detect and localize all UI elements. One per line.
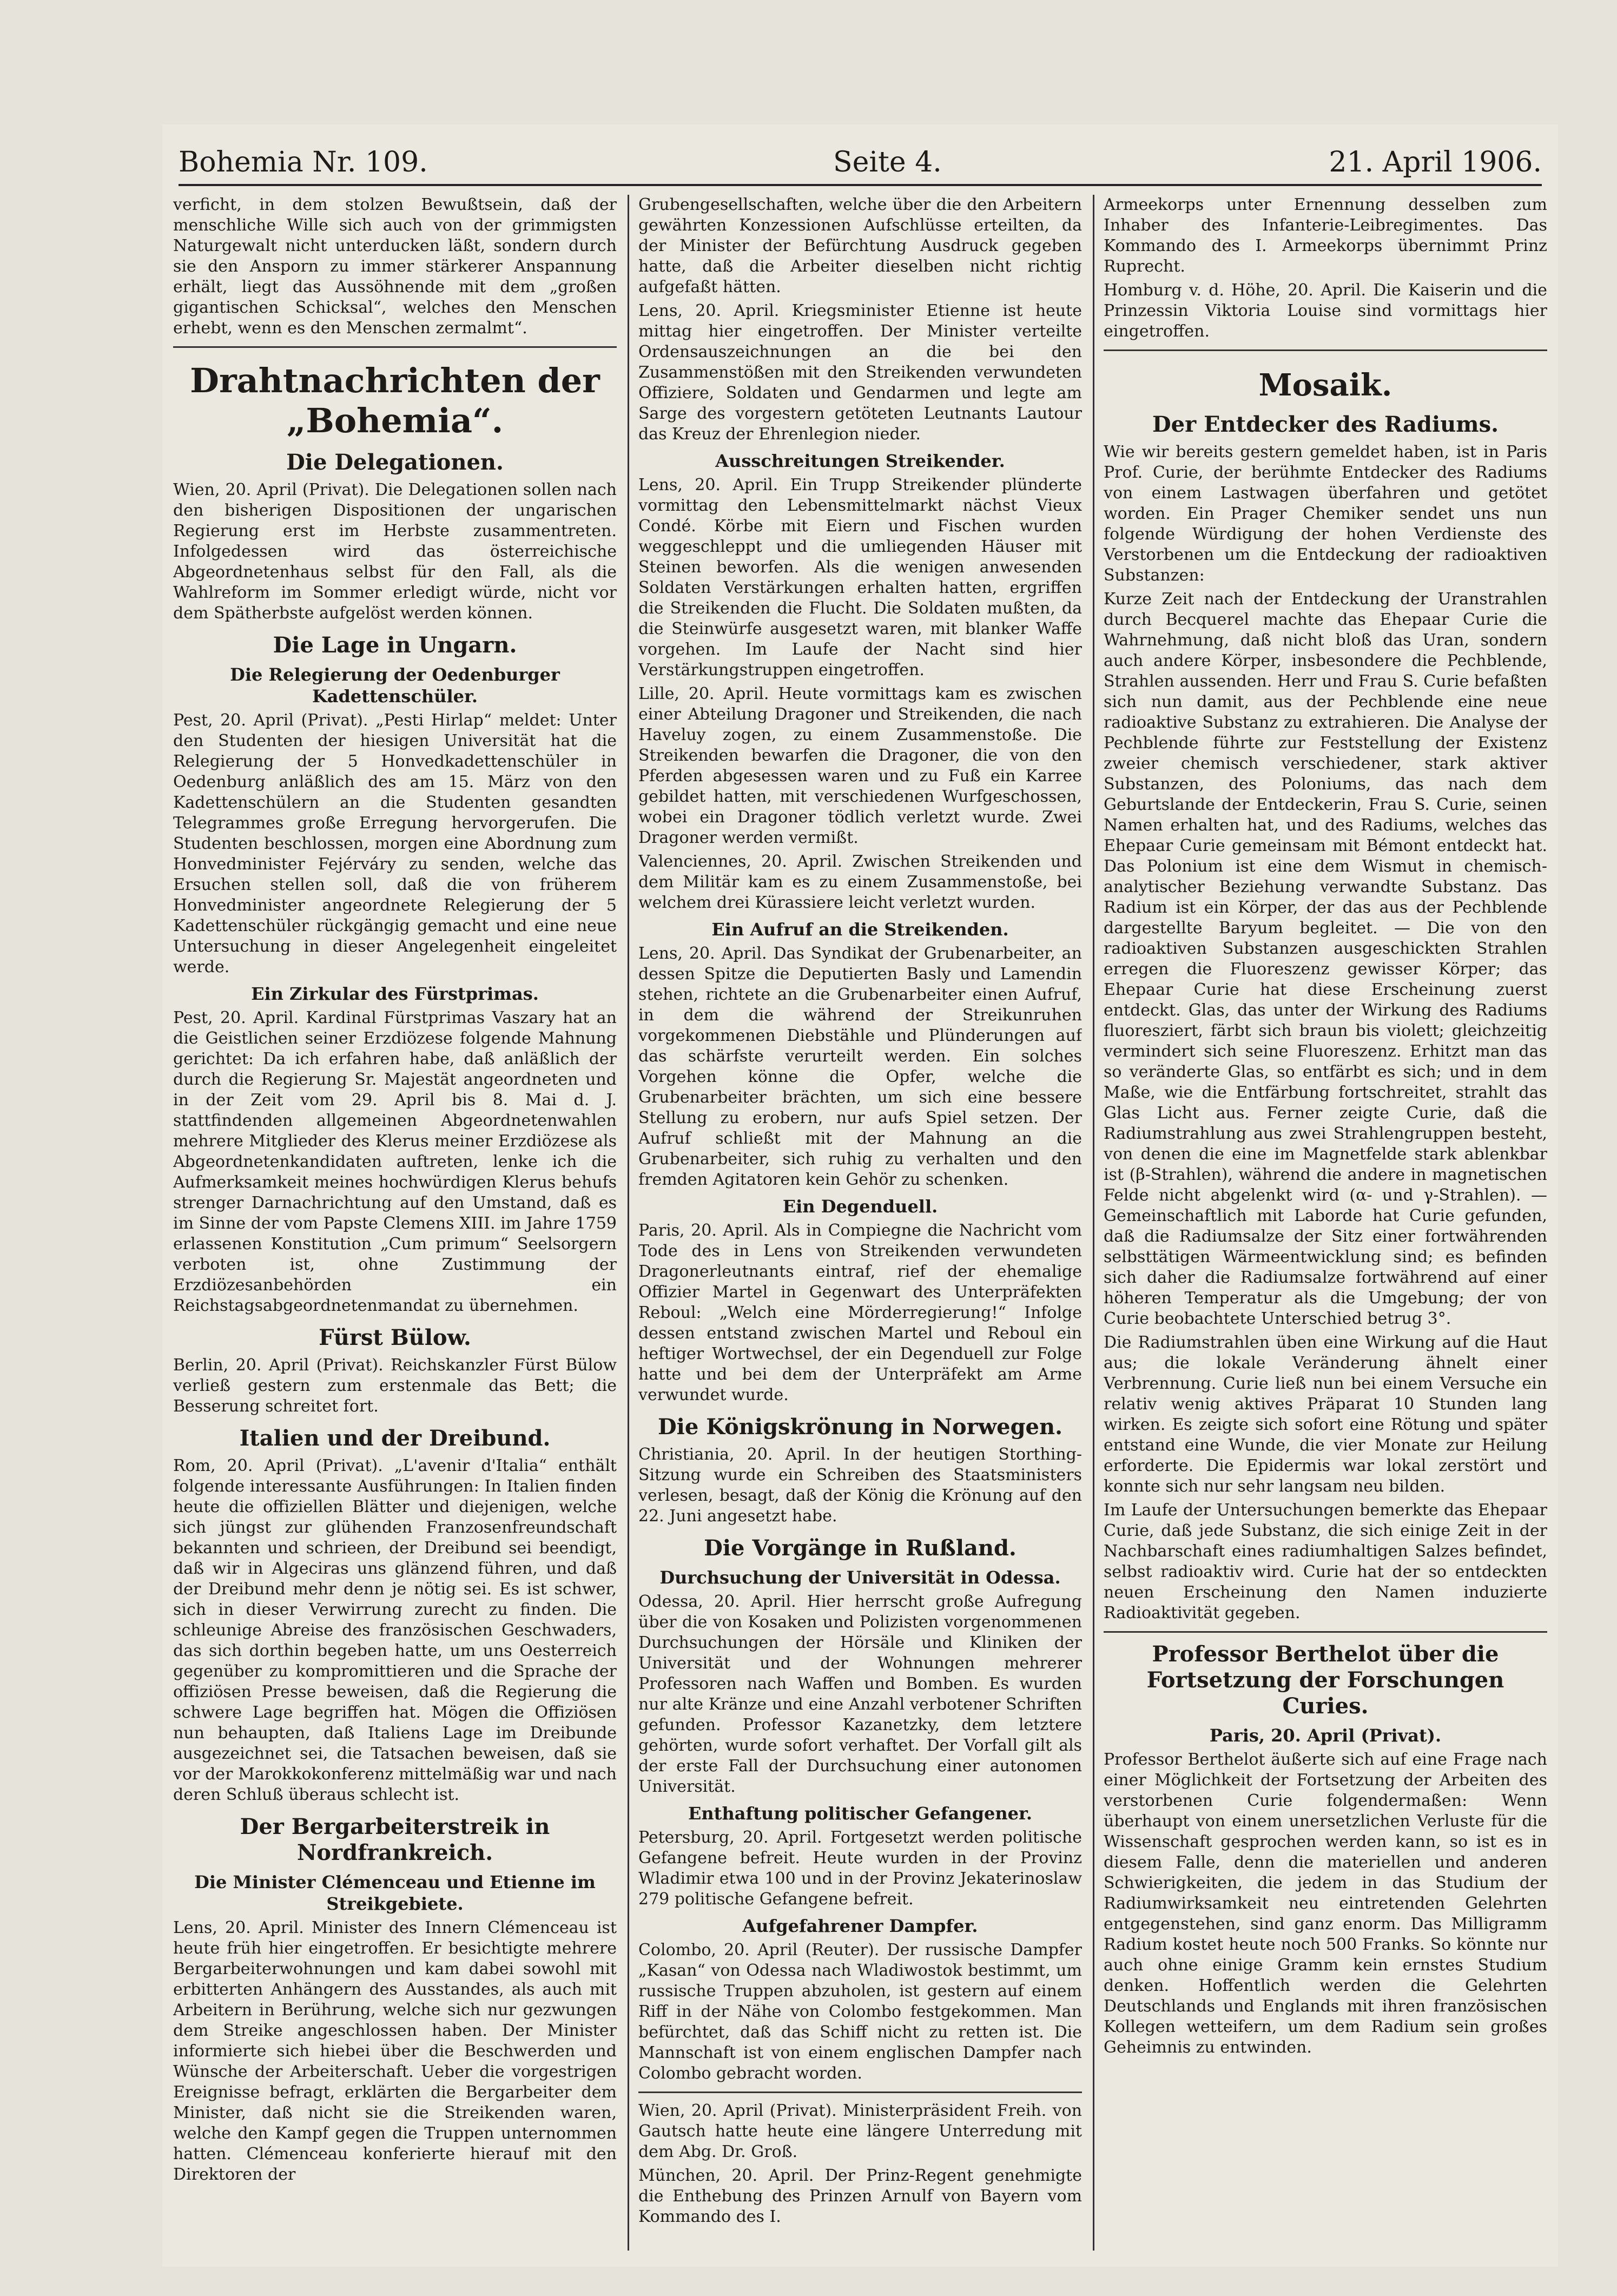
article-subheading: Enthaftung politischer Gefangener.: [688, 1803, 1032, 1824]
section-rule: [1104, 1631, 1547, 1633]
paragraph: Professor Berthelot äußerte sich auf eine Frage nach einer Möglichkeit der Fortsetzung der Arbeiten des verstorbenen Curie folgendermaßen: Wenn überhaupt von einem unersetzlichen Verluste für die Wissenschaft gesprochen werden kann, so ist es in diesem Falle, denn die materiellen und anderen Schwierigkeiten, die jedem in das Studium der Radiumwirksamkeit neu eintretenden Gelehrten entgegenstehen, sind ganz enorm. Das Milligramm Radium kostet heute noch 500 Franks. So könnte nur auch ohne einige Gramm kein ernstes Studium denken. Hoffentlich werden die Gelehrten Deutschlands und Englands mit ihren französischen Kollegen wetteifern, um dem Radium sein großes Geheimnis zu entwinden.: [1104, 1750, 1547, 2057]
paragraph: Pest, 20. April (Privat). „Pesti Hirlap“ meldet: Unter den Studenten der hiesigen Universität hat die Relegierung der 5 Honvedkadettenschüler in Oedenburg anläßlich des am 15. März von den Kadettenschülern an die Studenten gesandten Telegrammes große Erregung hervorgerufen. Die Studenten beschlossen, morgen eine Abordnung zum Honvedminister Fejérváry zu senden, welche das Ersuchen stellen soll, daß die von früherem Honvedminister angeordnete Relegierung der 5 Kadettenschüler rückgängig gemacht und eine neue Untersuchung in dieser Angelegenheit eingeleitet werde.: [173, 711, 617, 977]
paragraph: Armeekorps unter Ernennung desselben zum Inhaber des Infanterie-Leibregimentes. Das Kommando des I. Armeekorps übernimmt Prinz Ruprecht.: [1104, 195, 1547, 276]
article-subheading: Durchsuchung der Universität in Odessa.: [659, 1567, 1061, 1588]
paragraph: Berlin, 20. April (Privat). Reichskanzler Fürst Bülow verließ gestern zum erstenmale das Bett; die Besserung schreitet fort.: [173, 1356, 617, 1416]
article-subheading: Ausschreitungen Streikender.: [715, 451, 1005, 471]
paragraph: Lens, 20. April. Ein Trupp Streikender plünderte vormittag den Lebensmittelmarkt nächst Vieux Condé. Körbe mit Eiern und Fischen wurden weggeschleppt und die umliegenden Häuser mit Steinen beworfen. Als die wenigen anwesenden Soldaten Verstärkungen erhalten hatten, ergriffen die Streikenden die Flucht. Die Soldaten mußten, da die Steinwürfe ausgesetzt waren, mit blanker Waffe vorgehen. Im Laufe der Nacht sind hier Verstärkungstruppen eingetroffen.: [638, 476, 1082, 679]
dateline: Paris, 20. April (Privat).: [1209, 1725, 1442, 1746]
paragraph: Kurze Zeit nach der Entdeckung der Uranstrahlen durch Becquerel machte das Ehepaar Curie die Wahrnehmung, daß nicht bloß das Uran, sondern auch andere Körper, insbesondere die Pechblende, Strahlen aussenden. Herr und Frau S. Curie befaßten sich nun damit, aus der Pechblende eine neue radioaktive Substanz zu extrahieren. Die Analyse der Pechblende führte zur Feststellung der Existenz zweier chemisch verschiedener, stark aktiver Substanzen, des Poloniums, das nach dem Geburtslande der Entdeckerin, Frau S. Curie, seinen Namen erhalten hat, und des Radiums, welches das Ehepaar Curie gemeinsam mit Bémont entdeckt hat. Das Polonium ist eine dem Wismut in chemisch-analytischer Beziehung verwandte Substanz. Das Radium ist ein Körper, der das aus der Pechblende dargestellte Baryum begleitet. — Die von den radioaktiven Substanzen ausgeschickten Strahlen erregen die Fluoreszenz gewisser Körper; das Ehepaar Curie hat diese Erscheinung zuerst entdeckt. Glas, das unter der Wirkung des Radiums fluoresziert, färbt sich braun bis violett; gleichzeitig vermindert sich seine Fluoreszenz. Erhitzt man das so veränderte Glas, so entfärbt es sich; und in dem Maße, wie die Entfärbung fortschreitet, strahlt das Glas Licht aus. Ferner zeigte Curie, daß die Radiumstrahlung aus zwei Strahlengruppen besteht, von denen die eine im Magnetfelde stark ablenkbar ist (β-Strahlen), während die andere in magnetischen Felde nicht abgelenkt wird (α- und γ-Strahlen). — Gemeinschaftlich mit Laborde hat Curie gefunden, daß die Radiumsalze der Sitz einer fortwährenden selbsttätigen Wärmeentwicklung sind; es befinden sich daher die Radiumsalze fortwährend auf einer höheren Temperatur als die Umgebung; der von Curie beobachtete Unterschied betrug 3°.: [1104, 590, 1547, 1328]
paragraph: verficht, in dem stolzen Bewußtsein, daß der menschliche Wille sich auch von der grimmigsten Naturgewalt nicht unterducken läßt, sondern durch sie den Ansporn zu immer stärkerer Anspannung erhält, liegt das Aussöhnende mit dem „großen gigantischen Schicksal“, welches den Menschen erhebt, wenn es den Menschen zermalmt“.: [173, 195, 617, 338]
paragraph: Im Laufe der Untersuchungen bemerkte das Ehepaar Curie, daß jede Substanz, die sich einige Zeit in der Nachbarschaft eines radiumhaltigen Salzes befindet, selbst radioaktiv wird. Curie hat der so entdeckten neuen Erscheinung den Namen induzierte Radioaktivität gegeben.: [1104, 1501, 1547, 1622]
paragraph: Odessa, 20. April. Hier herrscht große Aufregung über die von Kosaken und Polizisten vorgenommenen Durchsuchungen der Hörsäle und Kliniken der Universität und der Wohnungen mehrerer Professoren nach Waffen und Bomben. Es wurden nur alte Kränze und eine Anzahl verbotener Schriften gefunden. Professor Kazanetzky, dem letztere gehörten, wurde sofort verhaftet. Der Vorfall gilt als der erste Fall der Durchsuchung einer autonomen Universität.: [638, 1592, 1082, 1796]
article-subheading: Die Relegierung der Oedenburger Kadettenschüler.: [230, 664, 560, 707]
paragraph: Homburg v. d. Höhe, 20. April. Die Kaiserin und die Prinzessin Viktoria Louise sind vormittags hier eingetroffen.: [1104, 281, 1547, 341]
section-title: Mosaik.: [1258, 367, 1392, 403]
paragraph: Grubengesellschaften, welche über die den Arbeitern gewährten Konzessionen Aufschlüsse erteilten, da der Minister der Befürchtung Ausdruck gegeben hatte, daß die Arbeiter dieselben nicht richtig aufgefaßt hätten.: [638, 195, 1082, 296]
column-1: [173, 195, 617, 2251]
article-heading: Die Königskrönung in Norwegen.: [657, 1414, 1063, 1440]
paragraph: Colombo, 20. April (Reuter). Der russische Dampfer „Kasan“ von Odessa nach Wladiwostok bestimmt, um russische Truppen abzuholen, ist gestern auf einem Riff in der Nähe von Colombo festgekommen. Man befürchtet, daß das Schiff nicht zu retten ist. Die Mannschaft ist von einem englischen Dampfer nach Colombo gebracht worden.: [638, 1941, 1082, 2083]
column-rule: [628, 195, 629, 2251]
issue-number: Bohemia Nr. 109.: [179, 146, 428, 179]
paragraph: Wien, 20. April (Privat). Die Delegationen sollen nach den bisherigen Dispositionen der ungarischen Regierung erst im Herbste zusammentreten. Infolgedessen wird das österreichische Abgeordnetenhaus selbst für den Fall, als die Wahlreform im Sommer erledigt würde, nicht vor dem Spätherbste aufgelöst werden können.: [173, 480, 617, 623]
article-heading: Italien und der Dreibund.: [239, 1426, 551, 1451]
article-subheading: Ein Aufruf an die Streikenden.: [711, 919, 1009, 940]
article-heading: Der Entdecker des Radiums.: [1152, 412, 1499, 437]
paragraph: Petersburg, 20. April. Fortgesetzt werden politische Gefangene befreit. Heute wurden in der Provinz Wladimir etwa 100 und in der Provinz Jekaterinoslaw 279 politische Gefangene befreit.: [638, 1828, 1082, 1909]
article-heading: Der Bergarbeiterstreik in Nordfrankreich.: [240, 1814, 550, 1865]
paragraph: Paris, 20. April. Als in Compiegne die Nachricht vom Tode des in Lens von Streikenden verwundeten Dragonerleutnants eintraf, rief der ehemalige Offizier Martel in Gegenwart des Unterpräfekten Reboul: „Welch eine Mörderregierung!“ Infolge dessen entstand zwischen Martel und Reboul ein heftiger Wortwechsel, der ein Degenduell zur Folge hatte und bei dem der Unterpräfekt am Arme verwundet wurde.: [638, 1221, 1082, 1404]
header-rule: [179, 184, 1542, 186]
paragraph: Lens, 20. April. Minister des Innern Clémenceau ist heute früh hier eingetroffen. Er besichtigte mehrere Bergarbeiterwohnungen und kam dabei sowohl mit erbitterten Anhängern des Ausstandes, als auch mit Arbeitern in Berührung, welche sich nur gezwungen dem Streike angeschlossen haben. Der Minister informierte sich hiebei über die Beschwerden und Wünsche der Arbeiterschaft. Ueber die vorgestrigen Ereignisse befragt, erklärten die Bergarbeiter dem Minister, daß nicht sie die Streikenden waren, welche den Kampf gegen die Truppen unternommen hatten. Clémenceau konferierte hierauf mit den Direktoren der: [173, 1918, 617, 2184]
article-subheading: Aufgefahrener Dampfer.: [742, 1916, 978, 1936]
article-heading: Fürst Bülow.: [319, 1325, 471, 1350]
article-subheading: Ein Zirkular des Fürstprimas.: [251, 984, 539, 1004]
section-title: Drahtnachrichten der „Bohemia“.: [190, 361, 600, 440]
paragraph: Wien, 20. April (Privat). Ministerpräsident Freih. von Gautsch hatte heute eine längere Unterredung mit dem Abg. Dr. Groß.: [638, 2101, 1082, 2161]
page-number: Seite 4.: [833, 146, 942, 179]
page-header: [179, 141, 1542, 184]
article-heading: Die Delegationen.: [286, 450, 504, 475]
section-rule: [1104, 349, 1547, 351]
paragraph: Lens, 20. April. Kriegsminister Etienne ist heute mittag hier eingetroffen. Der Minister verteilte Ordensauszeichnungen an die bei den Zusammenstößen mit den Streikenden verwundeten Offiziere, Soldaten und Gendarmen und legte am Sarge des vorgestern getöteten Leutnants Lautour das Kreuz der Ehrenlegion nieder.: [638, 301, 1082, 444]
paragraph: Wie wir bereits gestern gemeldet haben, ist in Paris Prof. Curie, der berühmte Entdecker des Radiums von einem Lastwagen überfahren und getötet worden. Ein Prager Chemiker sendet uns nun folgende Würdigung der hohen Verdienste des Verstorbenen um die Entdeckung der radioaktiven Substanzen:: [1104, 443, 1547, 585]
paragraph: Valenciennes, 20. April. Zwischen Streikenden und dem Militär kam es zu einem Zusammenstoße, bei welchem drei Kürassiere leicht verletzt wurden.: [638, 852, 1082, 912]
paragraph: Lens, 20. April. Das Syndikat der Grubenarbeiter, an dessen Spitze die Deputierten Basly und Lamendin stehen, richtete an die Grubenarbeiter einen Aufruf, in dem die während der Streikunruhen vorgekommenen Diebstähle und Plünderungen auf das schärfste verurteilt werden. Ein solches Vorgehen könne die Opfer, welche die Grubenarbeiter brächten, um sich eine bessere Stellung zu erobern, nur aufs Spiel setzen. Der Aufruf schließt mit der Mahnung an die Grubenarbeiter, sich ruhig zu verhalten und den fremden Agitatoren kein Gehör zu schenken.: [638, 944, 1082, 1189]
article-subheading: Ein Degenduell.: [782, 1196, 938, 1217]
section-rule: [638, 2092, 1082, 2093]
column-3: [1104, 195, 1547, 2251]
paragraph: Christiania, 20. April. In der heutigen Storthing-Sitzung wurde ein Schreiben des Staatsministers verlesen, besagt, daß der König die Krönung auf den 22. Juni angesetzt habe.: [638, 1445, 1082, 1526]
article-heading: Die Vorgänge in Rußland.: [704, 1535, 1017, 1561]
column-rule: [1093, 195, 1094, 2251]
paragraph: Lille, 20. April. Heute vormittags kam es zwischen einer Abteilung Dragoner und Streikenden, die nach Haveluy zogen, zu einem Zusammenstoße. Die Streikenden bewarfen die Dragoner, die von den Pferden abgesessen waren und zu Fuß ein Karree gebildet hatten, mit verschiedenen Wurfgeschossen, wobei ein Dragoner tödlich verletzt wurde. Zwei Dragoner werden vermißt.: [638, 684, 1082, 847]
section-rule: [173, 346, 617, 348]
paragraph: Die Radiumstrahlen üben eine Wirkung auf die Haut aus; die lokale Veränderung ähnelt einer Verbrennung. Curie ließ nun bei einem Versuche ein relativ wenig aktives Präparat 10 Stunden lang wirken. Es zeigte sich sofort eine Rötung und später entstand eine Wunde, die vier Monate zur Heilung erforderte. Die Epidermis war lokal zerstört und konnte sich nur sehr langsam neu bilden.: [1104, 1333, 1547, 1496]
column-2: [638, 195, 1082, 2251]
paragraph: Pest, 20. April. Kardinal Fürstprimas Vaszary hat an die Geistlichen seiner Erzdiözese folgende Mahnung gerichtet: Da ich erfahren habe, daß anläßlich der durch die Regierung Sr. Majestät angeordneten und in der Zeit vom 29. April bis 8. Mai d. J. stattfindenden allgemeinen Abgeordnetenwahlen mehrere Mitglieder des Klerus meiner Erzdiözese als Abgeordnetenkandidaten auftreten, lenke ich die Aufmerksamkeit meines hochwürdigen Klerus behufs strenger Darnachrichtung auf den Umstand, daß es im Sinne der vom Papste Clemens XIII. im Jahre 1759 erlassenen Konstitution „Cum primum“ Seelsorgern verboten ist, ohne Zustimmung der Erzdiözesanbehörden ein Reichstagsabgeordnetenmandat zu übernehmen.: [173, 1008, 617, 1315]
article-subheading: Die Minister Clémenceau und Etienne im Streikgebiete.: [194, 1872, 596, 1914]
article-heading: Professor Berthelot über die Fortsetzung der Forschungen Curies.: [1146, 1641, 1504, 1719]
paragraph: Rom, 20. April (Privat). „L'avenir d'Italia“ enthält folgende interessante Ausführungen: In Italien finden heute die offiziellen Blätter und diejenigen, welche sich jüngst zur glühenden Franzosenfreundschaft bekannten und schrieen, der Dreibund sei beendigt, daß wir in Algeciras uns glänzend führen, und daß der Dreibund mehr denn je nötig sei. Es ist schwer, sich in dieser Verwirrung zurecht zu finden. Die schleunige Abreise des französischen Geschwaders, das sich dorthin begeben hatte, um uns Oesterreich gegenüber zu kompromittieren und die Sprache der offiziösen Presse beweisen, daß die Regierung die schwere Lage begriffen hat. Mögen die Offiziösen nun behaupten, daß Italiens Lage im Dreibunde ausgezeichnet sei, die Tatsachen beweisen, daß sie vor der Marokkokonferenz mittelmäßig war und nach deren Schluß überaus schlecht ist.: [173, 1456, 617, 1804]
issue-date: 21. April 1906.: [1329, 146, 1542, 179]
newspaper-page: [162, 124, 1558, 2267]
paragraph: München, 20. April. Der Prinz-Regent genehmigte die Enthebung des Prinzen Arnulf von Bayern vom Kommando des I.: [638, 2166, 1082, 2226]
article-heading: Die Lage in Ungarn.: [273, 632, 517, 658]
